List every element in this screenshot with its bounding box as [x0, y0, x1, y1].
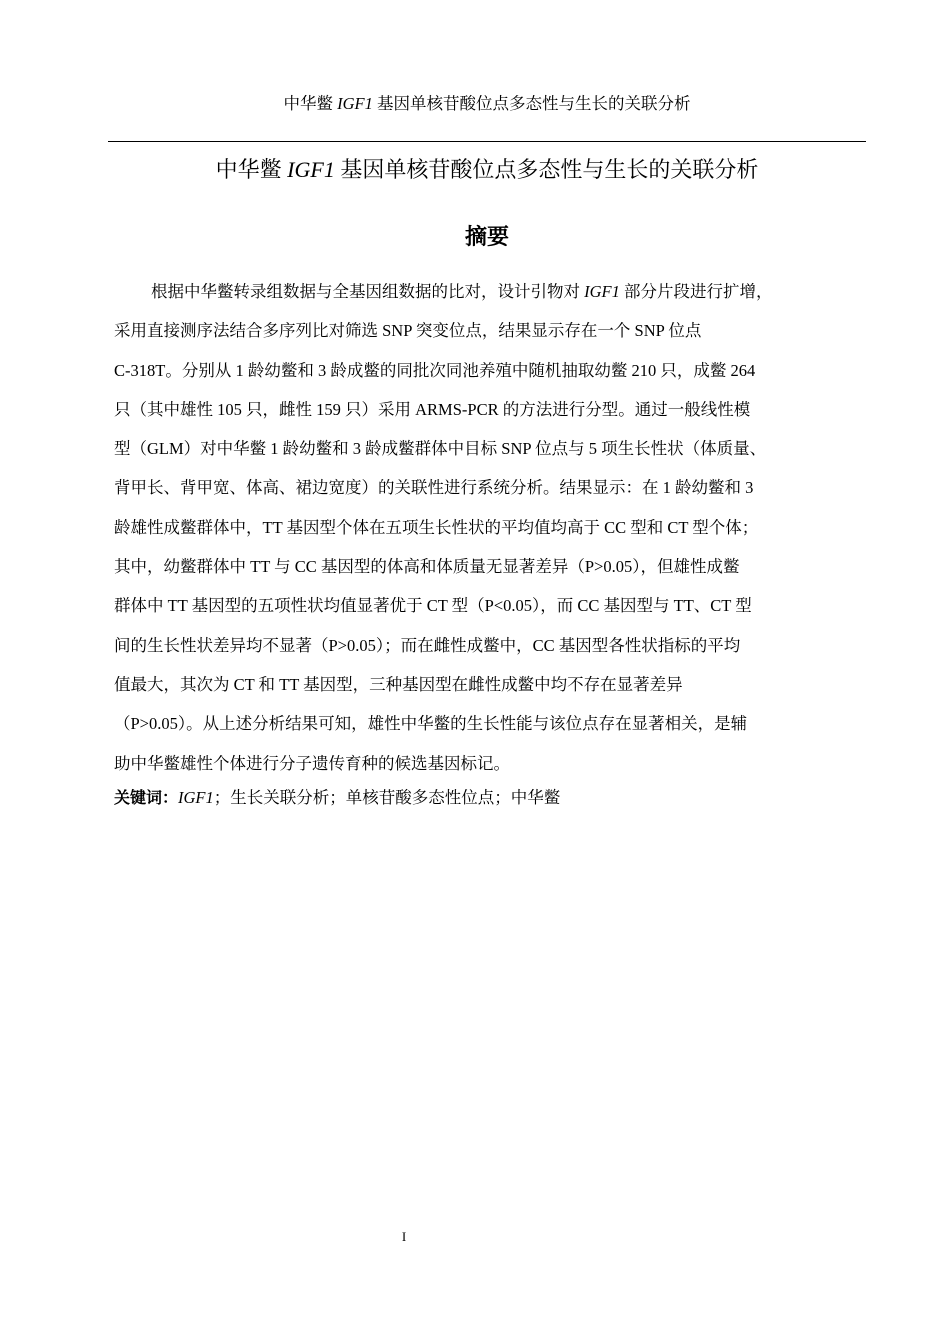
- abstract-line1-pre: 根据中华鳖转录组数据与全基因组数据的比对，设计引物对: [151, 282, 585, 301]
- abstract-body: [114, 272, 860, 783]
- abstract-line: C-318T。分别从 1 龄幼鳖和 3 龄成鳖的同批次同池养殖中随机抽取幼鳖 210 只，成鳖 264: [114, 360, 756, 380]
- running-header-post: 基因单核苷酸位点多态性与生长的关联分析: [372, 94, 691, 113]
- abstract-line: （P>0.05）。从上述分析结果可知，雄性中华鳖的生长性能与该位点存在显著相关，是辅: [114, 714, 748, 734]
- abstract-line: 间的生长性状差异均不显著（P>0.05）；而在雌性成鳖中，CC 基因型各性状指标的平均: [114, 635, 741, 655]
- title-post: 基因单核苷酸位点多态性与生长的关联分析: [334, 157, 759, 182]
- running-header-pre: 中华鳖: [283, 94, 338, 113]
- abstract-line: 龄雄性成鳖群体中，TT 基因型个体在五项生长性状的平均值均高于 CC 型和 CT 型个体；: [114, 517, 759, 537]
- abstract-line: 群体中 TT 基因型的五项性状均值显著优于 CT 型（P<0.05），而 CC 基因型与 TT、CT 型: [114, 596, 752, 616]
- keywords: [114, 783, 560, 813]
- title-gene: IGF1: [287, 157, 335, 182]
- abstract-line: 其中，幼鳖群体中 TT 与 CC 基因型的体高和体质量无显著差异（P>0.05），但雄性成鳖: [114, 557, 740, 577]
- page-number: I: [401, 1229, 407, 1244]
- keywords-list: ；生长关联分析；单核苷酸多态性位点；中华鳖: [213, 788, 561, 807]
- header-rule: [108, 141, 866, 142]
- abstract-line: 采用直接测序法结合多序列比对筛选 SNP 突变位点，结果显示存在一个 SNP 位点: [114, 321, 702, 341]
- abstract-line: 型（GLM）对中华鳖 1 龄幼鳖和 3 龄成鳖群体中目标 SNP 位点与 5 项生长性状（体质量、: [114, 439, 767, 459]
- abstract-line1-post: 部分片段进行扩增，: [619, 282, 773, 301]
- keywords-label: 关键词：: [114, 788, 179, 807]
- abstract-heading: 摘要: [464, 225, 509, 250]
- abstract-line: [114, 272, 860, 311]
- abstract-line1-gene: IGF1: [584, 282, 620, 301]
- keywords-gene: IGF1: [178, 788, 214, 807]
- title-pre: 中华鳖: [215, 157, 288, 182]
- running-header-gene: IGF1: [337, 94, 373, 113]
- abstract-line: 只（其中雄性 105 只，雌性 159 只）采用 ARMS-PCR 的方法进行分型。通过一般线性模: [114, 399, 751, 419]
- abstract-line: 助中华鳖雄性个体进行分子遗传育种的候选基因标记。: [114, 753, 510, 773]
- document-title: [108, 154, 866, 186]
- running-header: [108, 92, 866, 116]
- abstract-line: 背甲长、背甲宽、体高、裙边宽度）的关联性进行系统分析。结果显示：在 1 龄幼鳖和 3: [114, 478, 754, 498]
- abstract-line: 值最大，其次为 CT 和 TT 基因型，三种基因型在雌性成鳖中均不存在显著差异: [114, 674, 683, 694]
